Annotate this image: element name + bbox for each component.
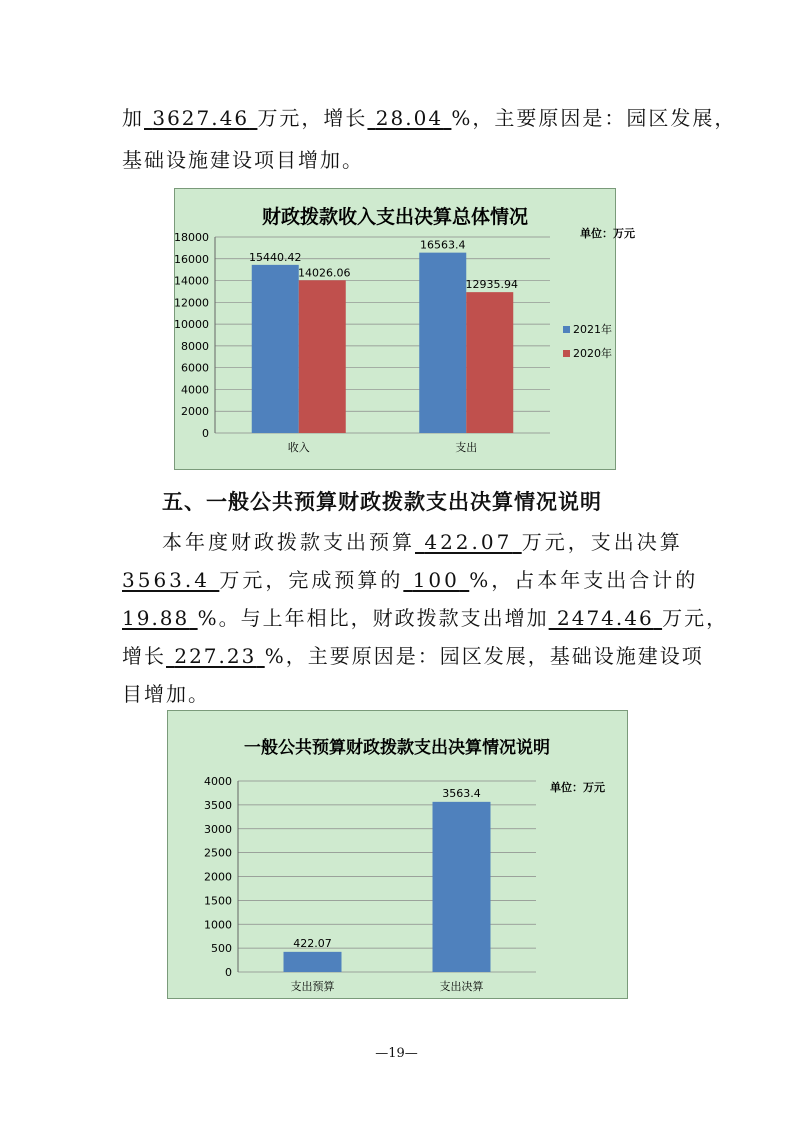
bar xyxy=(284,952,342,972)
value-underlined: 28.04 xyxy=(375,106,444,130)
y-tick-label: 8000 xyxy=(181,339,209,353)
bar-value-label: 15440.42 xyxy=(249,250,302,264)
y-tick-label: 3000 xyxy=(204,822,232,836)
paragraph-line xyxy=(122,104,736,132)
chart1-unit: 单位：万元 xyxy=(580,227,635,240)
y-tick-label: 2500 xyxy=(204,846,232,860)
y-tick-label: 4000 xyxy=(181,383,209,397)
y-tick-label: 1000 xyxy=(204,918,232,932)
paragraph-line: 增长 227.23 %，主要原因是：园区发展，基础设施建设项 xyxy=(122,644,704,668)
value-underlined: 3627.46 xyxy=(152,106,250,130)
paragraph-line: 3563.4 万元，完成预算的 100 %，占本年支出合计的 xyxy=(122,568,699,592)
y-tick-label: 2000 xyxy=(204,870,232,884)
y-tick-label: 500 xyxy=(211,942,232,956)
x-tick-label: 支出 xyxy=(455,441,478,454)
paragraph-line: 19.88 %。与上年相比，财政拨款支出增加 2474.46 万元， xyxy=(122,606,729,630)
bar xyxy=(252,265,299,433)
y-tick-label: 14000 xyxy=(174,274,209,288)
text-run: 加 xyxy=(122,106,144,130)
paragraph-line: 本年度财政拨款支出预算 422.07 万元，支出决算 xyxy=(162,530,683,554)
section-heading: 五、一般公共预算财政拨款支出决算情况说明 xyxy=(162,490,602,514)
text-run: %，主要原因是：园区发展， xyxy=(451,106,737,130)
bar-value-label: 16563.4 xyxy=(420,238,466,252)
y-tick-label: 2000 xyxy=(181,405,209,419)
bar xyxy=(433,802,491,972)
page-number: —19— xyxy=(375,1046,418,1061)
y-tick-label: 4000 xyxy=(204,775,232,788)
legend-swatch xyxy=(563,350,570,357)
legend-label: 2020年 xyxy=(573,347,612,360)
chart2-unit: 单位：万元 xyxy=(550,781,605,794)
x-tick-label: 收入 xyxy=(287,441,310,454)
y-tick-label: 10000 xyxy=(174,318,209,332)
legend-label: 2021年 xyxy=(573,323,612,336)
chart1-svg xyxy=(174,189,635,469)
x-tick-label: 支出预算 xyxy=(290,980,335,993)
text-run: 万元，增长 xyxy=(257,106,368,130)
income-expense-chart xyxy=(174,188,635,470)
chart1-title: 财政拨款收入支出决算总体情况 xyxy=(261,206,529,228)
paragraph-line: 基础设施建设项目增加。 xyxy=(122,148,364,172)
legend-swatch xyxy=(563,326,570,333)
budget-expense-chart xyxy=(167,710,628,999)
y-tick-label: 12000 xyxy=(174,296,209,310)
bar xyxy=(299,280,346,433)
x-tick-label: 支出决算 xyxy=(439,980,484,993)
y-tick-label: 18000 xyxy=(174,231,209,244)
chart2-svg xyxy=(168,711,627,998)
bar-value-label: 12935.94 xyxy=(465,278,518,292)
y-tick-label: 0 xyxy=(202,427,209,440)
bar xyxy=(419,253,466,433)
bar-value-label: 14026.06 xyxy=(298,266,351,280)
paragraph-line: 目增加。 xyxy=(122,682,210,706)
y-tick-label: 3500 xyxy=(204,798,232,812)
y-tick-label: 16000 xyxy=(174,252,209,266)
bar-value-label: 3563.4 xyxy=(442,786,481,800)
y-tick-label: 1500 xyxy=(204,894,232,908)
y-tick-label: 6000 xyxy=(181,361,209,375)
bar xyxy=(466,292,513,433)
chart2-title: 一般公共预算财政拨款支出决算情况说明 xyxy=(244,738,550,758)
y-tick-label: 0 xyxy=(225,966,232,979)
bar-value-label: 422.07 xyxy=(293,936,332,950)
